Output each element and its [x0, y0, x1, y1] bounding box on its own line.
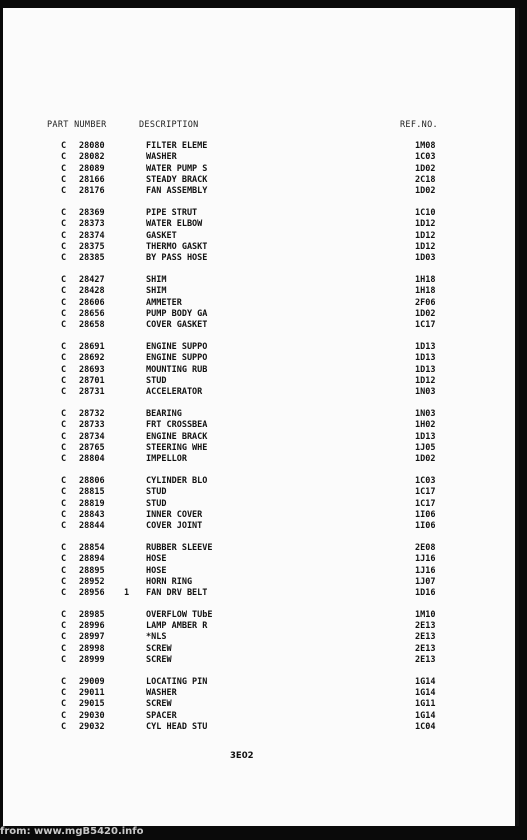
part-ref: 1D16 [415, 588, 436, 599]
part-description: ACCELERATOR [146, 387, 203, 398]
part-number: 28952 [79, 576, 105, 587]
part-description: ENGINE SUPPO [146, 341, 208, 352]
part-description: FRT CROSSBEA [146, 420, 208, 431]
table-row [3, 711, 515, 722]
part-number: 28843 [79, 509, 105, 520]
part-ref: 1C10 [415, 207, 436, 218]
part-number: 28693 [79, 364, 105, 375]
part-code: C [61, 375, 67, 386]
table-row [3, 376, 515, 387]
part-number: 29030 [79, 710, 105, 721]
document-page [3, 8, 519, 826]
part-code: C [61, 141, 67, 151]
part-description: OVERFLOW TUbE [146, 609, 213, 620]
part-description: SHIM [146, 286, 167, 297]
part-number: 28804 [79, 454, 105, 465]
table-row [3, 699, 515, 710]
table-row [3, 409, 515, 420]
part-code: C [61, 521, 67, 532]
part-ref: 2F06 [415, 297, 436, 308]
table-row [3, 644, 515, 655]
part-ref: 1C04 [415, 722, 436, 733]
part-number: 28374 [79, 230, 105, 241]
part-code: C [61, 454, 67, 465]
part-description: WASHER [146, 152, 177, 163]
part-description: SCREW [146, 699, 172, 710]
part-number: 28176 [79, 186, 105, 197]
part-ref: 2E08 [415, 542, 436, 553]
table-row [3, 476, 515, 487]
part-code: C [61, 509, 67, 520]
parts-group [3, 476, 515, 532]
part-number: 28765 [79, 442, 105, 453]
part-ref: 2C18 [415, 174, 436, 185]
part-number: 28996 [79, 621, 105, 632]
part-description: FILTER ELEME [146, 141, 208, 151]
parts-group [3, 409, 515, 465]
part-ref: 1C03 [415, 475, 436, 486]
part-code: C [61, 609, 67, 620]
part-number: 28734 [79, 431, 105, 442]
part-description: LAMP AMBER R [146, 621, 208, 632]
part-ref: 1I06 [415, 509, 436, 520]
part-number: 28815 [79, 487, 105, 498]
table-row [3, 577, 515, 588]
table-row [3, 521, 515, 532]
part-ref: 1G14 [415, 710, 436, 721]
part-ref: 1M10 [415, 609, 436, 620]
part-number: 28369 [79, 207, 105, 218]
part-ref: 1C17 [415, 498, 436, 509]
header-part-number: PART NUMBER [47, 120, 107, 130]
part-ref: 1C03 [415, 152, 436, 163]
part-description: ENGINE BRACK [146, 431, 208, 442]
part-number: 28606 [79, 297, 105, 308]
part-code: C [61, 230, 67, 241]
part-code: C [61, 186, 67, 197]
part-code: C [61, 542, 67, 553]
table-row [3, 722, 515, 733]
part-ref: 1G14 [415, 688, 436, 699]
part-description: STEADY BRACK [146, 174, 208, 185]
part-description: FAN DRV BELT [146, 588, 208, 599]
part-number: 28985 [79, 609, 105, 620]
table-row [3, 487, 515, 498]
part-number: 28375 [79, 241, 105, 252]
part-number: 28844 [79, 521, 105, 532]
parts-list [3, 141, 515, 744]
part-number: 28998 [79, 643, 105, 654]
part-number: 28806 [79, 475, 105, 486]
part-code: C [61, 320, 67, 331]
part-ref: 1H02 [415, 420, 436, 431]
part-qty: 1 [124, 588, 130, 599]
part-ref: 2E13 [415, 632, 436, 643]
table-row [3, 275, 515, 286]
part-description: RUBBER SLEEVE [146, 542, 213, 553]
part-number: 28658 [79, 320, 105, 331]
part-number: 28956 [79, 588, 105, 599]
table-row [3, 543, 515, 554]
table-row [3, 365, 515, 376]
part-description: CYLINDER BLO [146, 475, 208, 486]
part-ref: 1D02 [415, 454, 436, 465]
part-number: 28854 [79, 542, 105, 553]
table-row [3, 677, 515, 688]
part-description: *NLS [146, 632, 167, 643]
part-code: C [61, 576, 67, 587]
parts-group [3, 141, 515, 197]
table-row [3, 554, 515, 565]
part-description: HORN RING [146, 576, 193, 587]
part-code: C [61, 174, 67, 185]
part-ref: 1D03 [415, 253, 436, 264]
parts-group [3, 342, 515, 398]
part-ref: 1D13 [415, 353, 436, 364]
table-row [3, 309, 515, 320]
part-description: MOUNTING RUB [146, 364, 208, 375]
part-ref: 1H18 [415, 286, 436, 297]
part-code: C [61, 364, 67, 375]
part-ref: 1J07 [415, 576, 436, 587]
table-row [3, 655, 515, 666]
part-ref: 1G11 [415, 699, 436, 710]
part-number: 29015 [79, 699, 105, 710]
part-number: 28385 [79, 253, 105, 264]
part-number: 28166 [79, 174, 105, 185]
table-row [3, 353, 515, 364]
part-ref: 2E13 [415, 621, 436, 632]
part-description: SCREW [146, 655, 172, 666]
part-description: BEARING [146, 408, 182, 419]
part-code: C [61, 688, 67, 699]
part-number: 28080 [79, 141, 105, 151]
part-number: 28656 [79, 308, 105, 319]
part-description: SHIM [146, 274, 167, 285]
part-ref: 1D13 [415, 431, 436, 442]
table-row [3, 152, 515, 163]
part-description: INNER COVER [146, 509, 203, 520]
part-code: C [61, 353, 67, 364]
part-code: C [61, 387, 67, 398]
table-row [3, 420, 515, 431]
part-code: C [61, 498, 67, 509]
part-description: PUMP BODY GA [146, 308, 208, 319]
table-row [3, 588, 515, 599]
part-ref: 1C17 [415, 487, 436, 498]
part-code: C [61, 475, 67, 486]
parts-group [3, 610, 515, 666]
part-number: 29032 [79, 722, 105, 733]
part-description: COVER JOINT [146, 521, 203, 532]
table-row [3, 432, 515, 443]
part-code: C [61, 588, 67, 599]
table-row [3, 208, 515, 219]
table-row [3, 175, 515, 186]
table-row [3, 231, 515, 242]
part-code: C [61, 286, 67, 297]
part-code: C [61, 699, 67, 710]
part-code: C [61, 341, 67, 352]
part-ref: 1D12 [415, 375, 436, 386]
part-ref: 1J16 [415, 565, 436, 576]
table-row [3, 688, 515, 699]
part-number: 28819 [79, 498, 105, 509]
table-row [3, 286, 515, 297]
parts-group [3, 543, 515, 599]
part-code: C [61, 253, 67, 264]
part-code: C [61, 152, 67, 163]
table-row [3, 186, 515, 197]
part-description: FAN ASSEMBLY [146, 186, 208, 197]
table-row [3, 342, 515, 353]
part-description: STEERING WHE [146, 442, 208, 453]
part-number: 28732 [79, 408, 105, 419]
part-ref: 1C17 [415, 320, 436, 331]
part-description: BY PASS HOSE [146, 253, 208, 264]
part-code: C [61, 554, 67, 565]
part-code: C [61, 274, 67, 285]
part-ref: 1J16 [415, 554, 436, 565]
table-row [3, 387, 515, 398]
part-ref: 1D02 [415, 163, 436, 174]
part-number: 28895 [79, 565, 105, 576]
parts-group [3, 677, 515, 733]
table-row [3, 632, 515, 643]
parts-group [3, 275, 515, 331]
part-code: C [61, 487, 67, 498]
table-row [3, 566, 515, 577]
part-code: C [61, 408, 67, 419]
part-description: ENGINE SUPPO [146, 353, 208, 364]
part-description: WATER ELBOW [146, 219, 203, 230]
part-description: STUD [146, 498, 167, 509]
parts-group [3, 208, 515, 264]
part-code: C [61, 241, 67, 252]
part-number: 28427 [79, 274, 105, 285]
table-row [3, 454, 515, 465]
part-code: C [61, 420, 67, 431]
part-ref: 1D13 [415, 341, 436, 352]
table-row [3, 242, 515, 253]
part-number: 28997 [79, 632, 105, 643]
part-description: AMMETER [146, 297, 182, 308]
part-code: C [61, 632, 67, 643]
part-description: HOSE [146, 554, 167, 565]
part-description: WASHER [146, 688, 177, 699]
table-row [3, 219, 515, 230]
part-description: LOCATING PIN [146, 676, 208, 687]
part-number: 28999 [79, 655, 105, 666]
part-number: 28692 [79, 353, 105, 364]
part-ref: 1J05 [415, 442, 436, 453]
part-description: IMPELLOR [146, 454, 187, 465]
part-description: THERMO GASKT [146, 241, 208, 252]
part-number: 28089 [79, 163, 105, 174]
table-row [3, 443, 515, 454]
part-description: GASKET [146, 230, 177, 241]
part-code: C [61, 431, 67, 442]
part-ref: 1D02 [415, 186, 436, 197]
part-description: STUD [146, 487, 167, 498]
source-footer: from: www.mgB5420.info [0, 826, 144, 837]
part-code: C [61, 163, 67, 174]
part-ref: 1G14 [415, 676, 436, 687]
part-code: C [61, 643, 67, 654]
part-number: 28373 [79, 219, 105, 230]
part-ref: 2E13 [415, 655, 436, 666]
header-description: DESCRIPTION [139, 120, 199, 130]
part-code: C [61, 308, 67, 319]
part-code: C [61, 297, 67, 308]
part-number: 28701 [79, 375, 105, 386]
part-number: 28731 [79, 387, 105, 398]
part-number: 28733 [79, 420, 105, 431]
table-row [3, 164, 515, 175]
page-number: 3E02 [230, 751, 254, 761]
header-ref-no: REF.NO. [400, 120, 438, 130]
part-ref: 1D13 [415, 364, 436, 375]
part-ref: 1D12 [415, 230, 436, 241]
table-row [3, 320, 515, 331]
part-description: SPACER [146, 710, 177, 721]
part-code: C [61, 621, 67, 632]
part-code: C [61, 722, 67, 733]
part-number: 28894 [79, 554, 105, 565]
part-ref: 1D12 [415, 219, 436, 230]
part-code: C [61, 219, 67, 230]
part-code: C [61, 710, 67, 721]
part-ref: 1H18 [415, 274, 436, 285]
part-description: HOSE [146, 565, 167, 576]
table-row [3, 499, 515, 510]
part-code: C [61, 655, 67, 666]
part-description: SCREW [146, 643, 172, 654]
part-code: C [61, 676, 67, 687]
part-number: 28428 [79, 286, 105, 297]
table-row [3, 621, 515, 632]
part-ref: 1N03 [415, 408, 436, 419]
part-ref: 1N03 [415, 387, 436, 398]
part-ref: 1D12 [415, 241, 436, 252]
part-ref: 1M08 [415, 141, 436, 151]
part-number: 29011 [79, 688, 105, 699]
part-code: C [61, 442, 67, 453]
table-row [3, 610, 515, 621]
part-description: PIPE STRUT [146, 207, 198, 218]
table-row [3, 253, 515, 264]
part-code: C [61, 565, 67, 576]
table-row [3, 298, 515, 309]
part-description: COVER GASKET [146, 320, 208, 331]
part-number: 29009 [79, 676, 105, 687]
part-description: WATER PUMP S [146, 163, 208, 174]
table-row [3, 510, 515, 521]
table-row [3, 141, 515, 152]
part-number: 28691 [79, 341, 105, 352]
part-ref: 2E13 [415, 643, 436, 654]
part-number: 28082 [79, 152, 105, 163]
part-ref: 1D02 [415, 308, 436, 319]
part-ref: 1I06 [415, 521, 436, 532]
part-description: STUD [146, 375, 167, 386]
part-description: CYL HEAD STU [146, 722, 208, 733]
part-code: C [61, 207, 67, 218]
